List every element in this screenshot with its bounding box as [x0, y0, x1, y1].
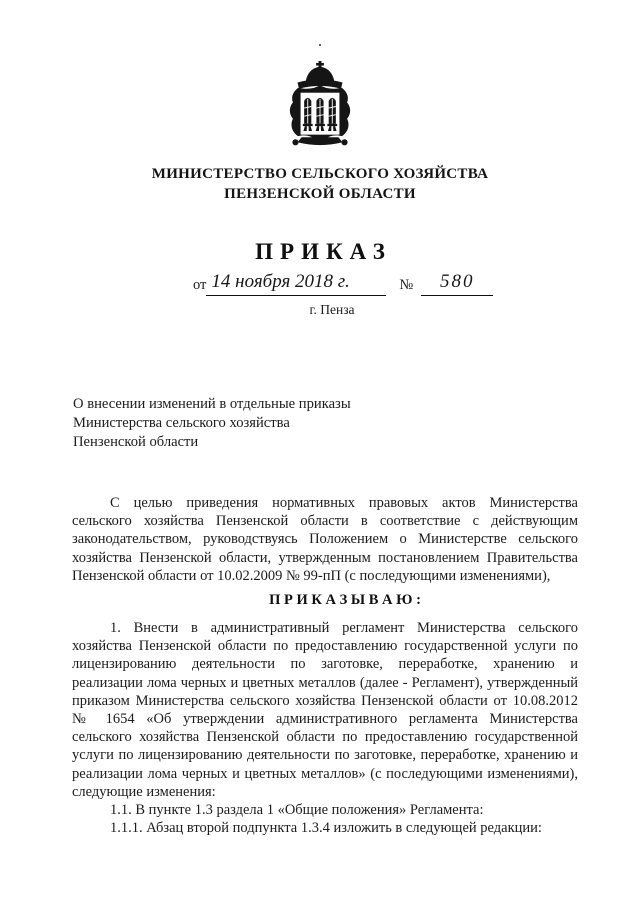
date-number-row	[193, 270, 493, 296]
handwritten-date: 14 ноября 2018 г.	[206, 270, 386, 296]
document-type-title: ПРИКАЗ	[255, 239, 392, 264]
document-subject	[73, 395, 493, 452]
item-1-paragraph: 1. Внести в административный регламент Министерства сельского хозяйства Пензенской области по предоставлению государственной услуги по лицензированию деятельности по заготовке, переработке, хранению и реализации лома черных и цветных металлов (далее - Регламент), утвержденный приказом Министерства сельского хозяйства Пензенской области от 10.08.2012 № 1654 «Об утверждении административного регламента Министерства сельского хозяйства Пензенской области по предоставлению государственной услуги по лицензированию деятельности по заготовке, переработке, хранению и реализации лома черных и цветных металлов» (с последующими изменениями), следующие изменения:	[72, 620, 578, 800]
penza-coat-of-arms-icon	[279, 61, 361, 151]
city-label: г. Пенза	[309, 302, 355, 317]
subject-line2: Министерства сельского хозяйства	[73, 415, 290, 431]
preamble-paragraph: С целью приведения нормативных правовых актов Министерства сельского хозяйства Пензенской области в соответствие с действующим законодательством, руководствуясь Положением о Министерстве сельского хозяйства Пензенской области, утвержденным постановлением Правительства Пензенской области от 10.02.2009 № 99-пП (с последующими изменениями),	[72, 495, 578, 584]
item-1-1-paragraph: 1.1. В пункте 1.3 раздела 1 «Общие положения» Регламента:	[110, 802, 484, 819]
document-body	[72, 494, 578, 837]
ministry-name-line1: МИНИСТЕРСТВО СЕЛЬСКОГО ХОЗЯЙСТВА	[151, 166, 489, 182]
date-prefix-label: от	[193, 277, 207, 293]
number-sign-label: №	[399, 277, 414, 293]
ministry-name	[0, 164, 640, 204]
item-1-1-1-paragraph: 1.1.1. Абзац второй подпункта 1.3.4 изложить в следующей редакции:	[110, 820, 542, 837]
subject-line3: Пензенской области	[73, 434, 199, 450]
order-heading: П Р И К А З Ы В А Ю :	[269, 592, 421, 609]
subject-line1: О внесении изменений в отдельные приказы	[73, 396, 351, 412]
scan-speck	[319, 44, 321, 46]
handwritten-number: 580	[421, 270, 493, 296]
ministry-name-line2: ПЕНЗЕНСКОЙ ОБЛАСТИ	[224, 186, 416, 202]
